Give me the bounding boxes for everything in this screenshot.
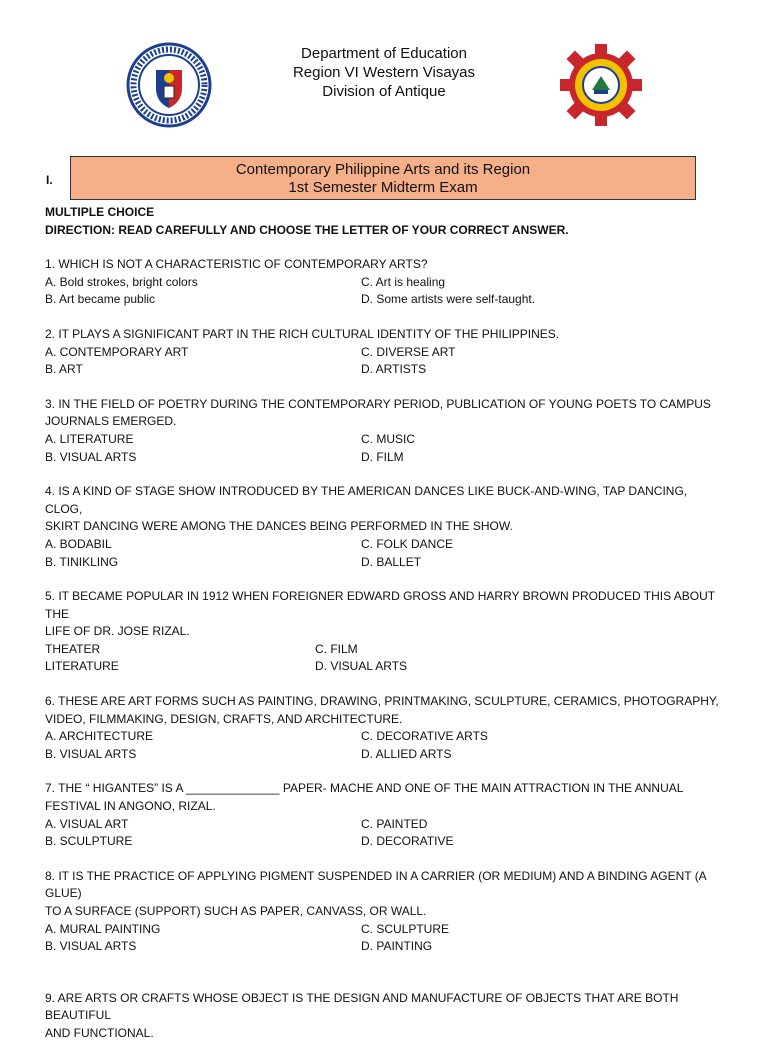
question-item (45, 990, 725, 1043)
option-d: D. BALLET (361, 554, 422, 569)
question-item (45, 326, 725, 379)
answer-options (45, 431, 725, 466)
option-a: A. BODABIL (45, 536, 112, 551)
option-d: D. ALLIED ARTS (361, 746, 452, 761)
question-item (45, 780, 725, 850)
option-c: C. FILM (315, 641, 358, 656)
option-a: A. ARCHITECTURE (45, 729, 154, 744)
option-a: A. Bold strokes, bright colors (45, 274, 198, 289)
option-a: A. VISUAL ART (45, 816, 129, 831)
question-text: 6. THESE ARE ART FORMS SUCH AS PAINTING, DRAWING, PRINTMAKING, SCULPTURE, CERAMICS, PHOTOGRAPHY, (45, 694, 719, 709)
option-b: B. VISUAL ARTS (45, 746, 137, 761)
document-header (0, 44, 768, 101)
question-text-continued: SKIRT DANCING WERE AMONG THE DANCES BEING PERFORMED IN THE SHOW. (45, 519, 513, 534)
question-item (45, 868, 725, 956)
option-c: C. FOLK DANCE (361, 536, 454, 551)
option-c: C. MUSIC (361, 431, 415, 446)
header-region: Region VI Western Visayas (292, 64, 476, 81)
option-b: B. TINIKLING (45, 554, 119, 569)
answer-options (45, 641, 725, 676)
question-text-continued: TO A SURFACE (SUPPORT) SUCH AS PAPER, CANVASS, OR WALL. (45, 904, 427, 918)
division-seal-logo (558, 42, 644, 128)
question-text-continued: JOURNALS EMERGED. (45, 414, 177, 429)
question-text-continued: FESTIVAL IN ANGONO, RIZAL. (45, 799, 216, 814)
option-b: LITERATURE (45, 659, 119, 674)
option-a: A. CONTEMPORARY ART (45, 344, 189, 359)
answer-options (45, 344, 725, 379)
question-text: 8. IT IS THE PRACTICE OF APPLYING PIGMENT SUSPENDED IN A CARRIER (OR MEDIUM) AND A BINDING AGENT (A GLUE) (45, 868, 707, 901)
question-item (45, 483, 725, 571)
question-text: 9. ARE ARTS OR CRAFTS WHOSE OBJECT IS THE DESIGN AND MANUFACTURE OF OBJECTS THAT ARE BOTH BEAUTIFUL (45, 990, 679, 1023)
option-a: A. MURAL PAINTING (45, 921, 161, 936)
option-c: C. PAINTED (361, 816, 428, 831)
option-d: D. DECORATIVE (361, 834, 454, 849)
option-b: B. ART (45, 362, 83, 377)
option-c: C. DECORATIVE ARTS (361, 729, 488, 744)
question-item (45, 256, 725, 309)
exam-subject-title: Contemporary Philippine Arts and its Region (235, 161, 531, 178)
question-item (45, 588, 725, 676)
option-b: B. Art became public (45, 292, 156, 307)
option-c: C. Art is healing (361, 274, 446, 289)
header-department: Department of Education (301, 45, 467, 62)
option-b: B. VISUAL ARTS (45, 939, 137, 954)
option-c: C. SCULPTURE (361, 921, 450, 936)
question-text: 4. IS A KIND OF STAGE SHOW INTRODUCED BY THE AMERICAN DANCES LIKE BUCK-AND-WING, TAP DANCING, CLOG, (45, 484, 688, 516)
question-text: 2. IT PLAYS A SIGNIFICANT PART IN THE RICH CULTURAL IDENTITY OF THE PHILIPPINES. (45, 326, 560, 341)
header-division: Division of Antique (322, 83, 446, 100)
question-text-continued: VIDEO, FILMMAKING, DESIGN, CRAFTS, AND ARCHITECTURE. (45, 711, 403, 726)
direction-text: DIRECTION: READ CAREFULLY AND CHOOSE THE LETTER OF YOUR CORRECT ANSWER. (45, 222, 569, 237)
section-number: I. (46, 173, 53, 187)
exam-semester-title: 1st Semester Midterm Exam (288, 179, 478, 196)
option-d: D. FILM (361, 449, 404, 464)
option-b: B. SCULPTURE (45, 834, 133, 849)
question-text-continued: AND FUNCTIONAL. (45, 1025, 154, 1040)
option-d: D. PAINTING (361, 939, 433, 954)
answer-options (45, 728, 725, 763)
option-d: D. ARTISTS (361, 362, 427, 377)
option-a: THEATER (45, 641, 101, 656)
option-a: A. LITERATURE (45, 431, 134, 446)
question-text: 5. IT BECAME POPULAR IN 1912 WHEN FOREIGNER EDWARD GROSS AND HARRY BROWN PRODUCED THIS ABOUT THE (45, 589, 715, 621)
question-item (45, 693, 725, 763)
question-text: 7. THE “ HIGANTES” IS A ______________ PAPER- MACHE AND ONE OF THE MAIN ATTRACTION IN THE ANNUAL (45, 781, 684, 796)
answer-options (45, 816, 725, 851)
question-item (45, 396, 725, 466)
option-d: D. Some artists were self-taught. (361, 292, 536, 307)
question-text: 3. IN THE FIELD OF POETRY DURING THE CONTEMPORARY PERIOD, PUBLICATION OF YOUNG POETS TO CAMPUS (45, 396, 711, 411)
answer-options (45, 274, 725, 309)
answer-options (45, 921, 725, 956)
question-type-label: MULTIPLE CHOICE (45, 205, 155, 219)
question-text: 1. WHICH IS NOT A CHARACTERISTIC OF CONTEMPORARY ARTS? (45, 257, 428, 272)
exam-content (45, 204, 725, 1043)
answer-options (45, 536, 725, 571)
exam-title-box (70, 156, 696, 200)
option-b: B. VISUAL ARTS (45, 449, 137, 464)
option-c: C. DIVERSE ART (361, 344, 456, 359)
option-d: D. VISUAL ARTS (315, 659, 408, 674)
question-text-continued: LIFE OF DR. JOSE RIZAL. (45, 624, 190, 639)
